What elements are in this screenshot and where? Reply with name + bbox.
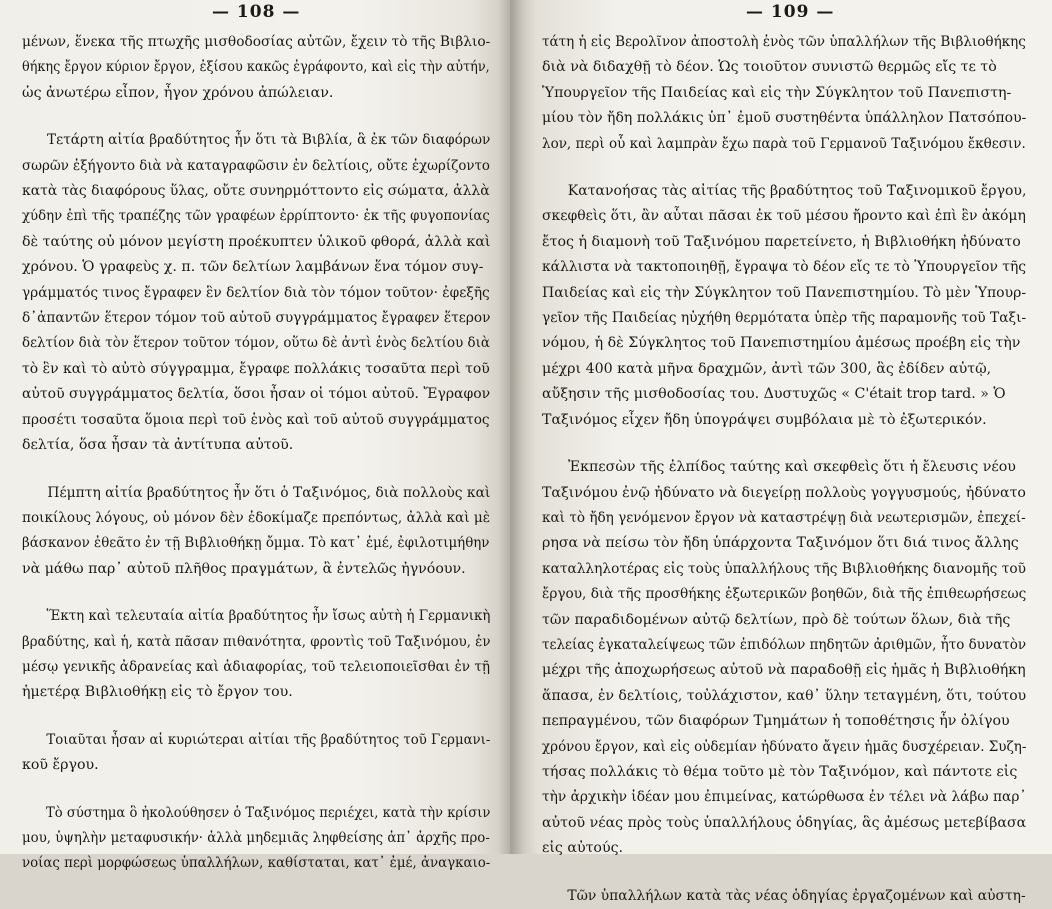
text-line: καὶ τὸ ἤδη γενόμενον ἔργον νὰ καταστρέψῃ διὰ νεωτερισμῶν, ἐπεχεί- [542,509,1026,526]
text-line: ἅπασα, ἐν δελτίοις, τοὐλάχιστον, καθ᾽ ὕλην τεταγμένη, ὅτι, τούτου [542,687,1027,704]
text-line: εἰς αὐτούς. [542,840,624,857]
left-page-body [22,30,490,877]
text-line: μέχρι 400 κατὰ μῆνα δραχμῶν, ἀντὶ τῶν 300, ἃς ἐδίδεν αὐτῷ, [542,360,992,377]
text-line: τάτη ἡ εἰς Βερολῖνον ἀποστολὴ ἑνὸς τῶν ὑπαλλήλων τῆς Βιβλιοθήκης [542,34,1026,50]
text-line: Τοιαῦται ἦσαν αἱ κυριώτεραι αἰτίαι τῆς βραδύτητος τοῦ Γερμανι- [46,731,491,748]
text-line: χύδην ἐπὶ τῆς τραπέζης τῶν γραφέων ἐρρίπτοντο· ἐκ τῆς φυγοπονίας [22,208,490,225]
text-line: Τετάρτη αἰτία βραδύτητος ἦν ὅτι τὰ Βιβλία, ἃ ἐκ τῶν διαφόρων [47,132,491,149]
text-line: ὡς ἀνωτέρω εἶπον, ἦγον χρόνου ἀπώλειαν. [22,84,334,101]
text-line: θήκης ἔργον κύριον ἔργον, ἐξίσου κακῶς ἐγράφοντο, καὶ εἰς τὴν αὐτήν, [22,59,490,76]
text-line: Ἕκτη καὶ τελευταία αἰτία βραδύτητος ἦν ἴσως αὐτὴ ἡ Γερμανικὴ [46,608,491,625]
page-number-109: — 109 — [746,2,835,22]
text-line: βραδύτης, καὶ ἡ, κατὰ πᾶσαν πιθανότητα, φροντὶς τοῦ Ταξινόμου, ἐν [22,633,491,650]
paragraph [22,728,490,779]
text-line: αὔξησιν τῆς μισθοδοσίας του. Δυστυχῶς « C'était trop tard. » Ὁ [542,386,1006,403]
text-line: Τὸ σύστημα ὃ ἠκολούθησεν ὁ Ταξινόμος περιέχει, κατὰ τὴν κρίσιν [46,804,491,821]
paragraph [22,481,490,583]
text-line: νόμου, ἡ δὲ Σύγκλητος τοῦ Πανεπιστημίου ἀμέσως προέβη εἰς τὴν [542,335,1021,352]
text-line: κάλλιστα νὰ τακτοποιηθῇ, ἔγραψα τὸ δέον εἴς τε τὸ Ὑπουργεῖον τῆς [542,259,1027,276]
paragraph [22,604,490,706]
text-line: αὐτοῦ συγγράμματος δελτία, ὅσοι ἦσαν οἱ τόμοι αὐτοῦ. Ἔγραφον [22,386,491,403]
text-line: τήσας πολλάκις τὸ θέμα τοῦτο μὲ τὸν Ταξινόμον, καὶ πάντοτε εἰς [542,763,1018,780]
text-line: ρησα νὰ πείσω τὸν ἤδη ὑπάρχοντα Ταξινόμον ὅτι διά τινος ἄλλης [542,535,1019,552]
text-line: Παιδείας καὶ εἰς τὴν Σύγκλητον τοῦ Πανεπιστημίου. Τὸ μὲν Ὑπουρ- [542,284,1027,301]
text-line: γεῖον τῆς Παιδείας ηὐχήθη θερμότατα ὑπὲρ τῆς παραμονῆς τοῦ Ταξι- [542,310,1027,327]
text-line: δελτίον διὰ τὸν ἕτερον τοῦτον τόμον, οὕτω δὲ ἀντὶ ἑνὸς δελτίου διὰ [22,335,490,352]
left-page [0,0,510,872]
text-line: μέχρι τῆς ἀποχωρήσεως αὐτοῦ νὰ παραδοθῇ εἰς ἡμᾶς ἡ Βιβλιοθήκη [542,662,1026,679]
page-number-108: — 108 — [212,2,301,22]
right-page-body [542,30,1026,909]
text-line: τῶν παραδιδομένων αὐτῷ δελτίων, πρὸ δὲ τούτων ὅλων, διὰ τῆς [542,611,1011,628]
text-line: Ταξινόμου ἐνῷ ἠδύνατο νὰ διεγείρῃ πολλοὺς γογγυσμούς, ἠδύνατο [542,484,1026,501]
text-line: διὰ νὰ διδαχθῇ τὸ δέον. Ὡς τοιοῦτον συνιστῶ θερμῶς εἴς τε τὸ [542,59,997,76]
text-line: τὴν ἀρχικὴν ἰδέαν μου ἐπιμείνας, κατώρθωσα ἐν τέλει νὰ λάβω παρ᾽ [542,789,1027,806]
text-line: ποικίλους λόγους, οὐ μόνον δὲν ἐδοκίμαζε πρεπόντως, ἀλλὰ καὶ μὲ [22,509,491,526]
text-line: Πέμπτη αἰτία βραδύτητος ἦν ὅτι ὁ Ταξινόμος, διὰ πολλοὺς καὶ [47,484,491,501]
text-line: κατὰ τὰς διαφόρους ὕλας, οὔτε συνηρμόττοντο εἰς σώματα, ἀλλὰ [22,183,490,200]
text-line: νὰ μάθω παρ᾽ αὐτοῦ πλῆθος πραγμάτων, ἃ ἐντελῶς ἠγνόουν. [22,560,466,577]
text-line: σκεφθεὶς ὅτι, ἂν αὗται πᾶσαι ἐκ τοῦ μέσου ἤροντο καὶ ἐπὶ ἓν ἀκόμη [542,208,1026,225]
text-line: μου, ὑψηλὴν μεταφυσικήν· ἀλλὰ μηδεμιᾶς ληφθείσης ἀπ᾽ ἀρχῆς προ- [22,829,490,846]
text-line: Ὑπουργεῖον τῆς Παιδείας καὶ εἰς τὴν Σύγκλητον τοῦ Πανεπιστη- [542,84,1012,101]
text-line: μέσῳ γενικῆς ἀδρανείας καὶ ἀδιαφορίας, τοῦ τελειοποιεῖσθαι ἐν τῇ [22,658,490,675]
text-line: χρόνου. Ὁ γραφεὺς χ. π. τῶν δελτίων λαμβάνων ἕνα τόμον συγ- [22,259,484,276]
text-line: ἔτος ἡ διαμονὴ τοῦ Ταξινόμου παρετείνετο, ἡ Βιβλιοθήκη ἠδύνατο [542,233,1021,250]
text-line: αὐτοῦ νέας πρὸς τοὺς ὑπαλλήλους ὁδηγίας, ἃς ἀμέσως μετεβίβασα [542,814,1027,831]
paragraph [22,128,490,458]
text-line: τὸ ἓν καὶ τὸ αὐτὸ σύγγραμμα, ἔγραφε πολλάκις τοσαῦτα περὶ τοῦ [22,360,490,377]
paragraph [542,179,1026,433]
paragraph [542,30,1026,157]
text-line: ἔργου, διὰ τῆς προσθήκης ἐξωτερικῶν βοηθῶν, διὰ τῆς ἐπιθεωρήσεως [542,586,1027,603]
text-line: πεπραγμένου, τῶν διαφόρων Τμημάτων ἡ τοποθέτησις ἦν ὀλίγου [542,713,1010,730]
paragraph [542,455,1026,862]
text-line: Ταξινόμος εἶχεν ἤδη ὑπογράψει συμβόλαια μὲ τὸ ἐξωτερικόν. [542,411,987,428]
paragraph [542,884,1026,909]
text-line: σωρῶν ἐξήγοντο διὰ νὰ καταγραφῶσιν ἐν δελτίοις, οὔτε ἐχωρίζοντο [22,157,490,174]
text-line: ἡμετέρᾳ Βιβλιοθήκῃ εἰς τὸ ἔργον του. [22,684,293,701]
text-line: προσέτι τοσαῦτα ὅμοια περὶ τοῦ ἑνὸς καὶ τοῦ αὐτοῦ συγγράμματος [22,411,490,428]
text-line: δ᾽ἀπαντῶν ἕτερον τόμον τοῦ αὐτοῦ συγγράμματος ἔγραφεν ἕτερον [22,310,491,327]
text-line: κοῦ ἔργου. [22,757,99,774]
text-line: δὲ ταύτης οὐ μόνον μεγίστη προέκυπτεν ὑλικοῦ φθορά, ἀλλὰ καὶ [22,233,491,250]
text-line: Τῶν ὑπαλλήλων κατὰ τὰς νέας ὁδηγίας ἐργαζομένων καὶ αὐστη- [567,887,1026,904]
text-line: Ἐκπεσὼν τῆς ἐλπίδος ταύτης καὶ σκεφθεὶς ὅτι ἡ ἔλευσις νέου [568,459,1016,476]
paragraph [22,801,490,877]
text-line: βάσκανον ἐθεᾶτο ἐν τῇ Βιβλιοθήκῃ ὄμμα. Τὸ κατ᾽ ἐμέ, ἐφιλοτιμήθην [22,535,490,552]
text-line: χρόνου ἔργον, καὶ εἰς οὐδεμίαν ἠδύνατο ἄγειν ἡμᾶς δυσχέρειαν. Συζη- [542,738,1027,755]
text-line: Κατανοήσας τὰς αἰτίας τῆς βραδύτητος τοῦ Ταξινομικοῦ ἔργου, [567,183,1027,200]
text-line: μένων, ἕνεκα τῆς πτωχῆς μισθοδοσίας αὐτῶν, ἔχειν τὸ τῆς Βιβλιο- [22,34,491,50]
text-line: γράμματός τινος ἔγραφεν ἓν δελτίον διὰ τὸν τόμον τοῦτον· ἐφεξῆς [22,284,490,301]
text-line: λον, περὶ οὗ καὶ λαμπρὰν ἔχω παρὰ τοῦ Γερμανοῦ Ταξινόμου ἔκθεσιν. [542,135,1026,152]
text-line: δελτία, ὅσα ἦσαν τὰ ἀντίτυπα αὐτοῦ. [22,437,294,454]
paragraph [22,30,490,106]
right-page [510,0,1052,904]
text-line: καταλληλοτέρας εἰς τοὺς ὑπαλλήλους τῆς Βιβλιοθήκης διανομῆς τοῦ [542,560,1026,577]
text-line: τελείας ἐγκαταλείψεως τῶν ἐπιδόλων πηδητῶν ἀριθμῶν, ἦτο δυνατὸν [542,636,1027,653]
text-line: νοίας περὶ μορφώσεως ὑπαλλήλων, καθίσταται, κατ᾽ ἐμέ, ἀναγκαιο- [22,855,491,872]
text-line: μίου τὸν ἤδη πολλάκις ὑπ᾽ ἐμοῦ συστηθέντα ὑπάλληλον Πατσόπου- [542,110,1027,127]
